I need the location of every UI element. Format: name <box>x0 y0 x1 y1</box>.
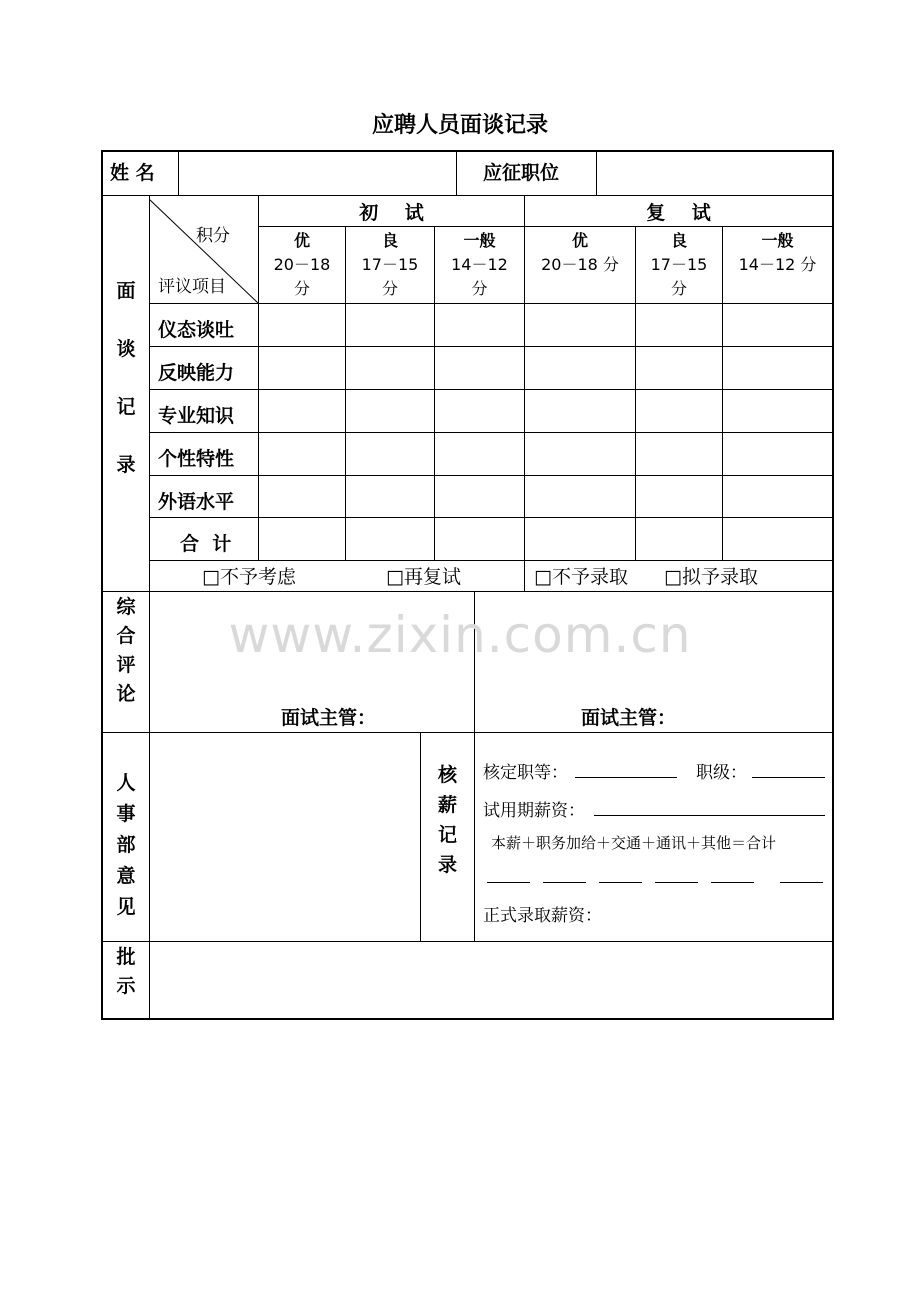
base-salary-line[interactable] <box>487 882 530 883</box>
not-hire-checkbox[interactable]: □不予录取 <box>534 566 628 588</box>
salary-record-label <box>421 760 474 880</box>
score-label: 积分 <box>196 226 230 246</box>
transport-line[interactable] <box>599 882 642 883</box>
hr-label-char: 事 <box>116 803 136 825</box>
trial-salary-label: 试用期薪资： <box>483 801 585 821</box>
hr-label-char: 人 <box>116 772 136 794</box>
grade-name: 良 <box>670 231 687 250</box>
grade-name: 良 <box>381 231 398 250</box>
name-label: 姓 名 <box>110 162 155 184</box>
position-label: 应征职位 <box>483 162 560 184</box>
interview-label-char: 记 <box>116 396 136 418</box>
salary-formula: 本薪＋职务加给＋交通＋通讯＋其他＝合计 <box>491 834 777 852</box>
comment-label-char: 综 <box>116 596 136 618</box>
level-line[interactable] <box>752 777 825 778</box>
grade-range: 14－12 <box>451 255 508 274</box>
salary-label-char: 记 <box>437 824 457 846</box>
grade-range: 17－15 <box>650 255 708 274</box>
hr-label-char: 部 <box>116 834 136 856</box>
salary-label-char: 薪 <box>437 794 457 816</box>
official-salary-label: 正式录取薪资： <box>483 906 602 926</box>
grade-name: 一般 <box>463 231 496 250</box>
supervisor-label-second: 面试主管： <box>581 707 677 729</box>
grade-header <box>259 229 345 301</box>
item-label: 仪态谈吐 <box>158 319 235 341</box>
duty-allowance-line[interactable] <box>543 882 586 883</box>
page-title: 应聘人员面谈记录 <box>371 113 548 138</box>
grade-range: 20－18 分 <box>541 255 619 274</box>
evaluation-item-label: 评议项目 <box>158 277 226 297</box>
grade-header <box>525 229 635 277</box>
comment-label-char: 评 <box>116 654 136 676</box>
grade-name: 优 <box>293 231 310 250</box>
grade-label: 核定职等： <box>483 763 568 783</box>
salary-label-char: 核 <box>437 764 457 786</box>
hr-label-char: 意 <box>116 865 136 887</box>
grade-name: 一般 <box>761 231 794 250</box>
interview-label-char: 面 <box>116 280 136 302</box>
approval-field[interactable] <box>151 943 831 1017</box>
approval-label <box>103 943 149 1001</box>
comment-label-char: 合 <box>116 625 136 647</box>
item-label: 外语水平 <box>158 491 235 513</box>
grade-range: 17－15 <box>361 255 419 274</box>
grade-range: 14－12 分 <box>738 255 817 274</box>
interview-label-char: 录 <box>116 454 136 476</box>
grade-name: 优 <box>571 231 588 250</box>
position-field[interactable] <box>598 153 831 194</box>
trial-salary-line[interactable] <box>594 815 825 816</box>
grade-range: 20－18 <box>273 255 331 274</box>
grade-range: 分 <box>293 279 310 298</box>
item-label: 专业知识 <box>158 405 235 427</box>
grade-range: 分 <box>471 279 488 298</box>
total-line[interactable] <box>780 882 823 883</box>
grade-range: 分 <box>381 279 398 298</box>
hr-opinion-field[interactable] <box>151 734 419 940</box>
total-label: 合 计 <box>180 533 232 555</box>
salary-label-char: 录 <box>437 854 457 876</box>
hr-opinion-label <box>103 768 149 923</box>
communication-line[interactable] <box>655 882 698 883</box>
grade-header <box>636 229 722 301</box>
first-round-header: 初 试 <box>359 202 424 224</box>
name-field[interactable] <box>180 153 455 194</box>
intend-hire-checkbox[interactable]: □拟予录取 <box>664 566 758 588</box>
grade-line[interactable] <box>575 777 677 778</box>
re-interview-checkbox[interactable]: □再复试 <box>386 566 461 588</box>
other-line[interactable] <box>711 882 754 883</box>
grade-range: 分 <box>670 279 687 298</box>
second-round-header: 复 试 <box>646 202 711 224</box>
approval-label-char: 示 <box>116 975 136 997</box>
grade-header <box>435 229 524 301</box>
watermark: www.zixin.com.cn <box>228 606 692 664</box>
approval-label-char: 批 <box>116 946 136 968</box>
hr-label-char: 见 <box>116 896 136 918</box>
interview-record-label <box>103 262 149 494</box>
no-consider-checkbox[interactable]: □不予考虑 <box>202 566 296 588</box>
grade-header <box>346 229 434 301</box>
item-label: 反映能力 <box>158 362 235 384</box>
grade-header <box>723 229 832 277</box>
comment-label-char: 论 <box>116 683 136 705</box>
interview-label-char: 谈 <box>116 338 136 360</box>
level-label: 职级： <box>696 763 747 783</box>
item-label: 个性特性 <box>158 448 235 470</box>
supervisor-label-first: 面试主管： <box>281 707 377 729</box>
